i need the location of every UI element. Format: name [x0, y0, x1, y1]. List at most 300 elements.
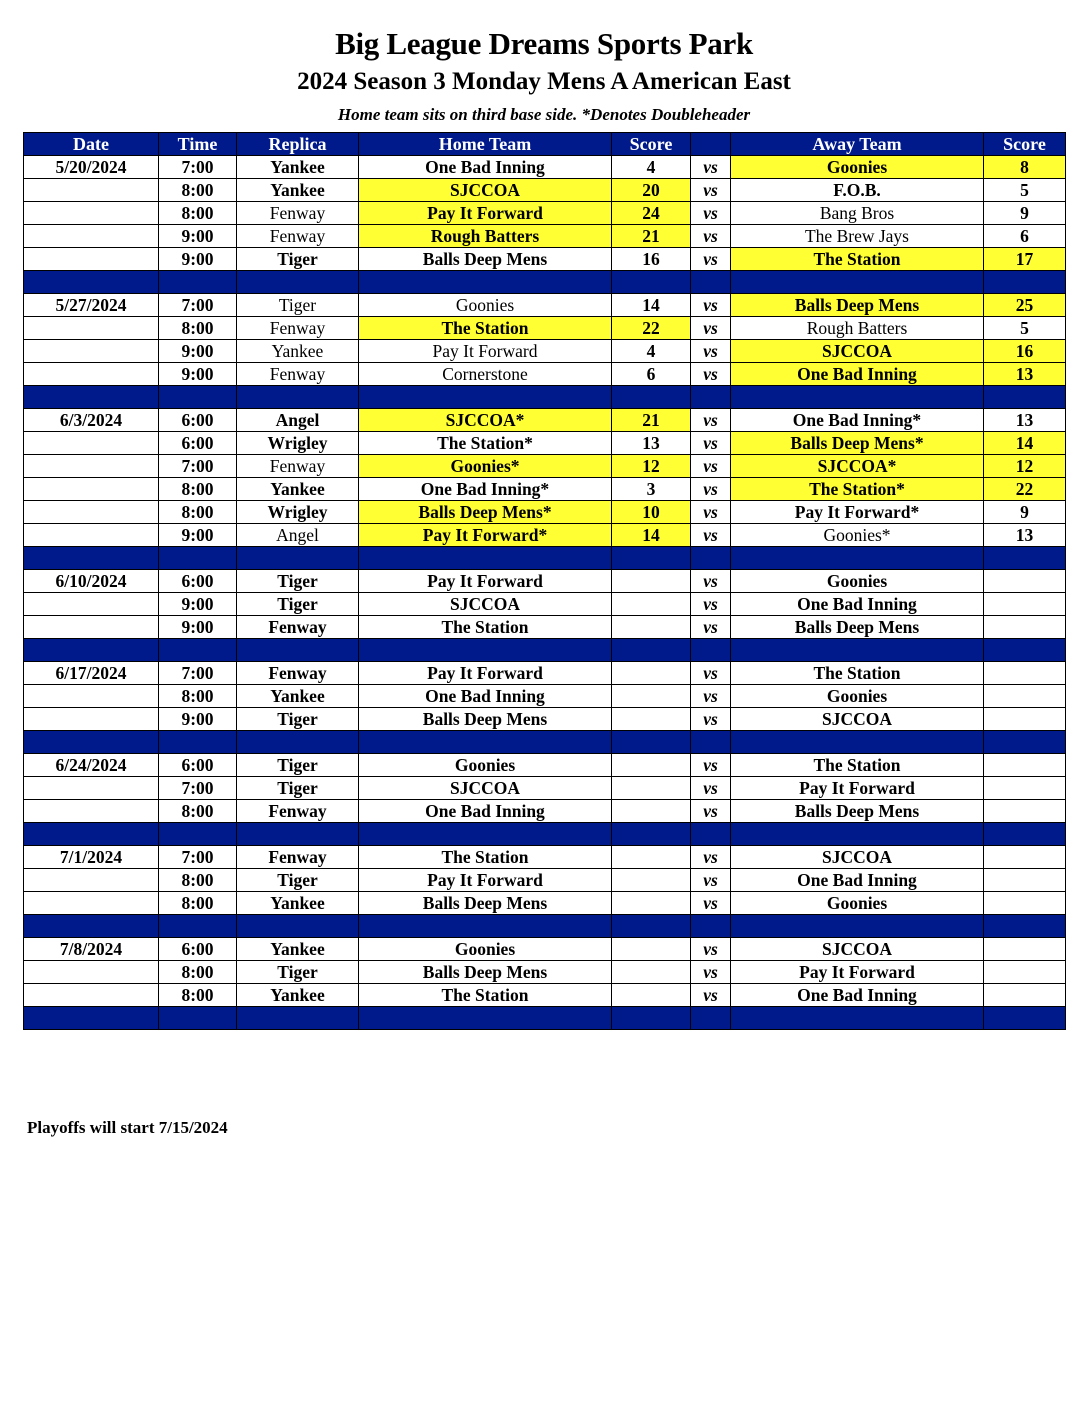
table-row: [24, 432, 1066, 455]
divider-cell: [24, 639, 159, 662]
time-cell: 8:00: [159, 317, 237, 340]
divider-cell: [612, 1007, 691, 1030]
away-score-cell: 9: [984, 202, 1066, 225]
away-team-cell: The Station: [731, 248, 984, 271]
divider-cell: [359, 386, 612, 409]
home-score-cell: 4: [612, 156, 691, 179]
date-cell: [24, 340, 159, 363]
home-team-cell: One Bad Inning: [359, 800, 612, 823]
table-row: [24, 800, 1066, 823]
time-cell: 9:00: [159, 363, 237, 386]
table-row: [24, 869, 1066, 892]
home-score-cell: [612, 800, 691, 823]
vs-cell: vs: [691, 524, 731, 547]
divider-cell: [612, 639, 691, 662]
date-cell: [24, 616, 159, 639]
home-score-cell: [612, 777, 691, 800]
divider-cell: [691, 271, 731, 294]
replica-cell: Yankee: [237, 685, 359, 708]
week-divider-row: [24, 823, 1066, 846]
away-score-cell: 13: [984, 409, 1066, 432]
replica-cell: Tiger: [237, 570, 359, 593]
date-cell: [24, 524, 159, 547]
divider-cell: [159, 386, 237, 409]
time-cell: 7:00: [159, 846, 237, 869]
replica-cell: Tiger: [237, 777, 359, 800]
home-score-cell: 14: [612, 294, 691, 317]
away-team-cell: SJCCOA: [731, 708, 984, 731]
home-team-cell: Pay It Forward: [359, 340, 612, 363]
table-row: [24, 455, 1066, 478]
vs-cell: vs: [691, 363, 731, 386]
replica-cell: Fenway: [237, 225, 359, 248]
table-row: [24, 478, 1066, 501]
col-header-home-score: Score: [612, 133, 691, 156]
replica-cell: Yankee: [237, 984, 359, 1007]
col-header-replica: Replica: [237, 133, 359, 156]
time-cell: 7:00: [159, 777, 237, 800]
vs-cell: vs: [691, 685, 731, 708]
home-score-cell: [612, 869, 691, 892]
away-team-cell: One Bad Inning: [731, 984, 984, 1007]
date-cell: [24, 892, 159, 915]
divider-cell: [612, 823, 691, 846]
date-cell: [24, 961, 159, 984]
time-cell: 9:00: [159, 340, 237, 363]
time-cell: 9:00: [159, 593, 237, 616]
week-divider-row: [24, 271, 1066, 294]
home-team-cell: Pay It Forward: [359, 869, 612, 892]
divider-cell: [984, 731, 1066, 754]
schedule-body: [24, 156, 1066, 1030]
divider-cell: [731, 386, 984, 409]
home-team-cell: Balls Deep Mens: [359, 708, 612, 731]
replica-cell: Yankee: [237, 179, 359, 202]
away-score-cell: [984, 961, 1066, 984]
replica-cell: Wrigley: [237, 501, 359, 524]
divider-cell: [237, 639, 359, 662]
vs-cell: vs: [691, 156, 731, 179]
home-team-cell: Goonies: [359, 754, 612, 777]
divider-cell: [237, 915, 359, 938]
time-cell: 9:00: [159, 708, 237, 731]
vs-cell: vs: [691, 754, 731, 777]
divider-cell: [159, 271, 237, 294]
table-row: [24, 593, 1066, 616]
time-cell: 6:00: [159, 409, 237, 432]
schedule-note: Home team sits on third base side. *Denotes Doubleheader: [337, 105, 751, 124]
away-score-cell: [984, 892, 1066, 915]
vs-cell: vs: [691, 317, 731, 340]
home-score-cell: 10: [612, 501, 691, 524]
away-team-cell: SJCCOA: [731, 846, 984, 869]
divider-cell: [731, 731, 984, 754]
away-score-cell: 6: [984, 225, 1066, 248]
replica-cell: Yankee: [237, 938, 359, 961]
away-score-cell: 22: [984, 478, 1066, 501]
away-team-cell: One Bad Inning: [731, 363, 984, 386]
table-row: [24, 501, 1066, 524]
away-team-cell: Goonies: [731, 685, 984, 708]
away-score-cell: 5: [984, 179, 1066, 202]
week-divider-row: [24, 547, 1066, 570]
home-team-cell: Goonies: [359, 938, 612, 961]
vs-cell: vs: [691, 938, 731, 961]
date-cell: [24, 317, 159, 340]
replica-cell: Fenway: [237, 662, 359, 685]
home-score-cell: [612, 892, 691, 915]
home-score-cell: [612, 685, 691, 708]
away-team-cell: SJCCOA: [731, 340, 984, 363]
vs-cell: vs: [691, 478, 731, 501]
vs-cell: vs: [691, 593, 731, 616]
divider-cell: [159, 547, 237, 570]
vs-cell: vs: [691, 202, 731, 225]
divider-cell: [691, 1007, 731, 1030]
replica-cell: Tiger: [237, 248, 359, 271]
divider-cell: [237, 271, 359, 294]
divider-cell: [159, 639, 237, 662]
divider-cell: [731, 271, 984, 294]
replica-cell: Fenway: [237, 800, 359, 823]
week-divider-row: [24, 731, 1066, 754]
time-cell: 6:00: [159, 938, 237, 961]
away-score-cell: 14: [984, 432, 1066, 455]
table-row: [24, 961, 1066, 984]
away-team-cell: Pay It Forward: [731, 777, 984, 800]
divider-cell: [24, 915, 159, 938]
date-cell: [24, 202, 159, 225]
away-team-cell: SJCCOA*: [731, 455, 984, 478]
divider-cell: [237, 731, 359, 754]
vs-cell: vs: [691, 800, 731, 823]
away-score-cell: [984, 846, 1066, 869]
home-score-cell: [612, 662, 691, 685]
home-score-cell: 24: [612, 202, 691, 225]
date-cell: [24, 685, 159, 708]
vs-cell: vs: [691, 616, 731, 639]
home-team-cell: Cornerstone: [359, 363, 612, 386]
date-cell: [24, 478, 159, 501]
table-row: [24, 340, 1066, 363]
replica-cell: Tiger: [237, 294, 359, 317]
divider-cell: [691, 386, 731, 409]
divider-cell: [731, 1007, 984, 1030]
away-score-cell: [984, 570, 1066, 593]
replica-cell: Angel: [237, 524, 359, 547]
time-cell: 9:00: [159, 616, 237, 639]
home-score-cell: [612, 616, 691, 639]
divider-cell: [612, 731, 691, 754]
divider-cell: [359, 915, 612, 938]
home-team-cell: The Station: [359, 846, 612, 869]
divider-cell: [359, 271, 612, 294]
divider-cell: [159, 731, 237, 754]
home-team-cell: One Bad Inning: [359, 156, 612, 179]
divider-cell: [984, 915, 1066, 938]
home-team-cell: Balls Deep Mens*: [359, 501, 612, 524]
divider-cell: [984, 639, 1066, 662]
away-score-cell: 25: [984, 294, 1066, 317]
replica-cell: Wrigley: [237, 432, 359, 455]
divider-cell: [984, 823, 1066, 846]
date-cell: [24, 179, 159, 202]
divider-cell: [359, 731, 612, 754]
date-cell: [24, 363, 159, 386]
home-score-cell: 3: [612, 478, 691, 501]
table-row: [24, 892, 1066, 915]
away-team-cell: Rough Batters: [731, 317, 984, 340]
date-cell: [24, 984, 159, 1007]
divider-cell: [731, 547, 984, 570]
away-team-cell: Bang Bros: [731, 202, 984, 225]
divider-cell: [691, 823, 731, 846]
time-cell: 9:00: [159, 225, 237, 248]
time-cell: 8:00: [159, 961, 237, 984]
time-cell: 9:00: [159, 524, 237, 547]
divider-cell: [24, 823, 159, 846]
home-score-cell: 22: [612, 317, 691, 340]
date-cell: 7/1/2024: [24, 846, 159, 869]
vs-cell: vs: [691, 846, 731, 869]
home-team-cell: SJCCOA: [359, 593, 612, 616]
page-subtitle: 2024 Season 3 Monday Mens A American East: [297, 68, 791, 95]
table-header-row: [24, 133, 1066, 156]
col-header-date: Date: [24, 133, 159, 156]
table-row: [24, 294, 1066, 317]
replica-cell: Fenway: [237, 363, 359, 386]
vs-cell: vs: [691, 961, 731, 984]
divider-cell: [731, 915, 984, 938]
time-cell: 8:00: [159, 984, 237, 1007]
away-team-cell: SJCCOA: [731, 938, 984, 961]
table-row: [24, 938, 1066, 961]
home-score-cell: 14: [612, 524, 691, 547]
away-team-cell: Balls Deep Mens: [731, 294, 984, 317]
table-row: [24, 616, 1066, 639]
table-row: [24, 317, 1066, 340]
replica-cell: Fenway: [237, 317, 359, 340]
home-team-cell: The Station*: [359, 432, 612, 455]
divider-cell: [24, 271, 159, 294]
table-row: [24, 248, 1066, 271]
home-score-cell: [612, 708, 691, 731]
away-score-cell: 13: [984, 363, 1066, 386]
table-row: [24, 156, 1066, 179]
date-cell: [24, 593, 159, 616]
col-header-away-score: Score: [984, 133, 1066, 156]
replica-cell: Angel: [237, 409, 359, 432]
away-team-cell: The Station*: [731, 478, 984, 501]
away-score-cell: [984, 754, 1066, 777]
away-team-cell: One Bad Inning: [731, 593, 984, 616]
divider-cell: [359, 547, 612, 570]
away-team-cell: The Station: [731, 662, 984, 685]
home-score-cell: [612, 593, 691, 616]
home-score-cell: 6: [612, 363, 691, 386]
time-cell: 6:00: [159, 570, 237, 593]
vs-cell: vs: [691, 340, 731, 363]
vs-cell: vs: [691, 869, 731, 892]
col-header-vs: [691, 133, 731, 156]
home-team-cell: Balls Deep Mens: [359, 248, 612, 271]
table-row: [24, 662, 1066, 685]
home-team-cell: Pay It Forward: [359, 570, 612, 593]
replica-cell: Yankee: [237, 478, 359, 501]
divider-cell: [24, 731, 159, 754]
table-row: [24, 524, 1066, 547]
table-row: [24, 777, 1066, 800]
week-divider-row: [24, 386, 1066, 409]
divider-cell: [691, 915, 731, 938]
vs-cell: vs: [691, 179, 731, 202]
away-team-cell: Goonies: [731, 156, 984, 179]
divider-cell: [159, 915, 237, 938]
divider-cell: [159, 823, 237, 846]
replica-cell: Yankee: [237, 892, 359, 915]
divider-cell: [612, 547, 691, 570]
home-score-cell: [612, 938, 691, 961]
away-score-cell: 9: [984, 501, 1066, 524]
playoffs-note: Playoffs will start 7/15/2024: [27, 1118, 228, 1137]
table-row: [24, 846, 1066, 869]
away-team-cell: One Bad Inning: [731, 869, 984, 892]
col-header-home-team: Home Team: [359, 133, 612, 156]
vs-cell: vs: [691, 294, 731, 317]
date-cell: [24, 708, 159, 731]
divider-cell: [24, 547, 159, 570]
away-score-cell: 16: [984, 340, 1066, 363]
table-row: [24, 202, 1066, 225]
time-cell: 8:00: [159, 869, 237, 892]
week-divider-row: [24, 639, 1066, 662]
vs-cell: vs: [691, 708, 731, 731]
time-cell: 6:00: [159, 432, 237, 455]
date-cell: 5/27/2024: [24, 294, 159, 317]
home-score-cell: 20: [612, 179, 691, 202]
time-cell: 8:00: [159, 179, 237, 202]
vs-cell: vs: [691, 455, 731, 478]
home-score-cell: [612, 570, 691, 593]
away-score-cell: [984, 662, 1066, 685]
away-score-cell: [984, 869, 1066, 892]
away-score-cell: [984, 616, 1066, 639]
divider-cell: [359, 639, 612, 662]
divider-cell: [984, 271, 1066, 294]
divider-cell: [731, 823, 984, 846]
vs-cell: vs: [691, 409, 731, 432]
home-team-cell: Rough Batters: [359, 225, 612, 248]
home-score-cell: 13: [612, 432, 691, 455]
week-divider-row: [24, 915, 1066, 938]
home-team-cell: Goonies*: [359, 455, 612, 478]
time-cell: 8:00: [159, 800, 237, 823]
vs-cell: vs: [691, 225, 731, 248]
date-cell: 7/8/2024: [24, 938, 159, 961]
home-team-cell: Balls Deep Mens: [359, 961, 612, 984]
home-score-cell: [612, 961, 691, 984]
home-team-cell: One Bad Inning*: [359, 478, 612, 501]
divider-cell: [237, 1007, 359, 1030]
away-score-cell: [984, 984, 1066, 1007]
divider-cell: [691, 639, 731, 662]
table-row: [24, 363, 1066, 386]
away-team-cell: The Station: [731, 754, 984, 777]
time-cell: 8:00: [159, 202, 237, 225]
divider-cell: [359, 823, 612, 846]
divider-cell: [159, 1007, 237, 1030]
home-team-cell: The Station: [359, 616, 612, 639]
away-team-cell: Goonies: [731, 892, 984, 915]
replica-cell: Yankee: [237, 156, 359, 179]
away-team-cell: F.O.B.: [731, 179, 984, 202]
time-cell: 8:00: [159, 478, 237, 501]
table-row: [24, 685, 1066, 708]
divider-cell: [612, 271, 691, 294]
vs-cell: vs: [691, 501, 731, 524]
table-row: [24, 225, 1066, 248]
date-cell: [24, 777, 159, 800]
divider-cell: [612, 386, 691, 409]
vs-cell: vs: [691, 777, 731, 800]
vs-cell: vs: [691, 248, 731, 271]
divider-cell: [237, 386, 359, 409]
date-cell: [24, 501, 159, 524]
away-score-cell: [984, 593, 1066, 616]
time-cell: 6:00: [159, 754, 237, 777]
replica-cell: Fenway: [237, 846, 359, 869]
away-team-cell: Goonies*: [731, 524, 984, 547]
replica-cell: Fenway: [237, 202, 359, 225]
vs-cell: vs: [691, 432, 731, 455]
away-team-cell: Pay It Forward: [731, 961, 984, 984]
date-cell: 5/20/2024: [24, 156, 159, 179]
col-header-time: Time: [159, 133, 237, 156]
table-row: [24, 754, 1066, 777]
home-score-cell: [612, 754, 691, 777]
page-title: Big League Dreams Sports Park: [335, 26, 753, 61]
vs-cell: vs: [691, 892, 731, 915]
away-score-cell: 12: [984, 455, 1066, 478]
away-team-cell: Balls Deep Mens: [731, 616, 984, 639]
schedule-table: [23, 132, 1066, 1030]
away-score-cell: [984, 938, 1066, 961]
date-cell: 6/3/2024: [24, 409, 159, 432]
table-row: [24, 984, 1066, 1007]
time-cell: 7:00: [159, 294, 237, 317]
time-cell: 9:00: [159, 248, 237, 271]
replica-cell: Fenway: [237, 455, 359, 478]
time-cell: 7:00: [159, 662, 237, 685]
divider-cell: [984, 547, 1066, 570]
away-score-cell: [984, 800, 1066, 823]
table-row: [24, 409, 1066, 432]
away-score-cell: [984, 708, 1066, 731]
home-score-cell: 21: [612, 409, 691, 432]
table-row: [24, 179, 1066, 202]
divider-cell: [359, 1007, 612, 1030]
divider-cell: [691, 547, 731, 570]
time-cell: 8:00: [159, 892, 237, 915]
divider-cell: [691, 731, 731, 754]
vs-cell: vs: [691, 984, 731, 1007]
replica-cell: Tiger: [237, 869, 359, 892]
away-team-cell: The Brew Jays: [731, 225, 984, 248]
away-score-cell: [984, 685, 1066, 708]
home-score-cell: [612, 984, 691, 1007]
home-team-cell: SJCCOA*: [359, 409, 612, 432]
table-row: [24, 708, 1066, 731]
